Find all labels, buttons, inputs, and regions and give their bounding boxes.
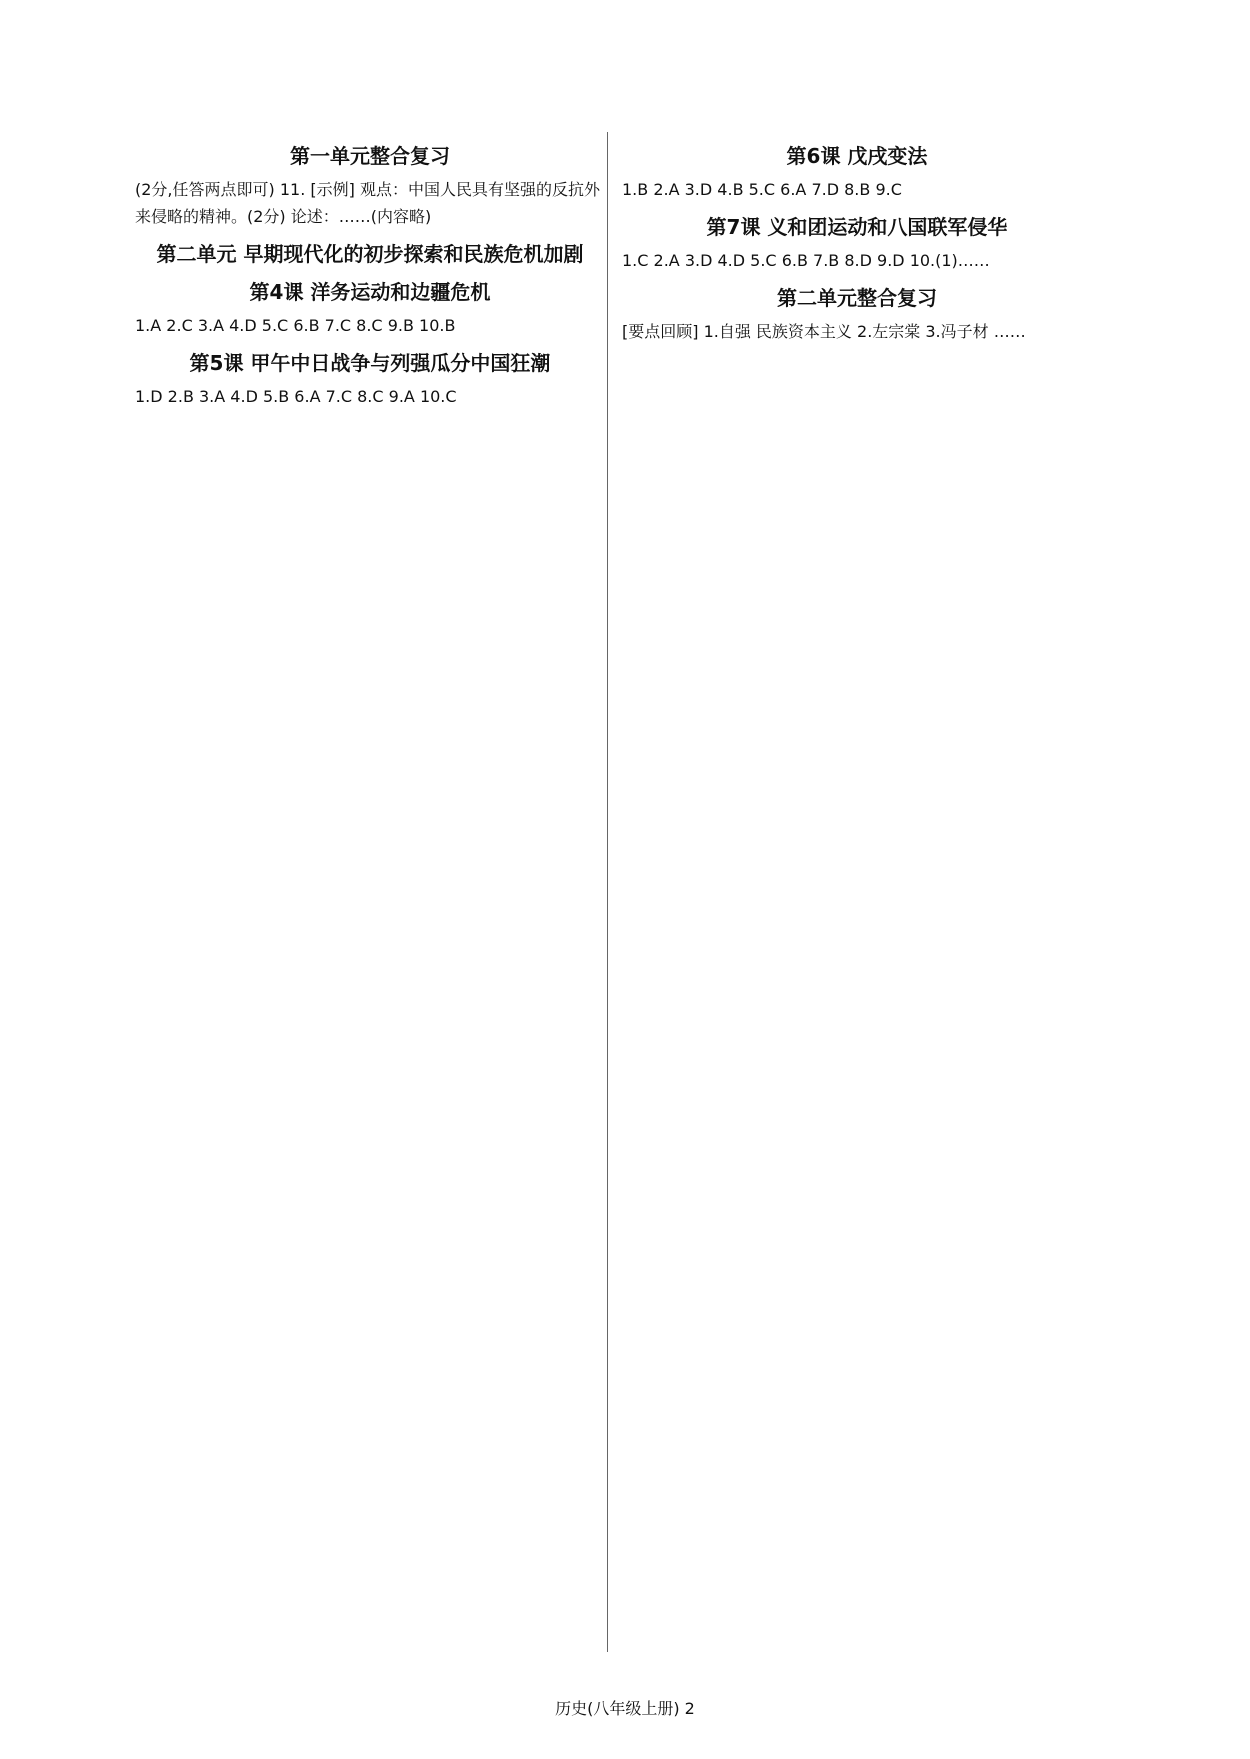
- left-text-2: 1.A 2.C 3.A 4.D 5.C 6.B 7.C 8.C 9.B 10.B: [135, 316, 456, 335]
- left-heading-4: 第5课 甲午中日战争与列强瓜分中国狂潮: [189, 351, 551, 375]
- right-heading-1: 第6课 戊戌变法: [786, 144, 928, 168]
- left-heading-3: 第4课 洋务运动和边疆危机: [249, 280, 491, 304]
- left-text-3: 1.D 2.B 3.A 4.D 5.B 6.A 7.C 8.C 9.A 10.C: [135, 387, 457, 406]
- left-text-1: (2分,任答两点即可) 11. [示例] 观点：中国人民具有坚强的反抗外来侵略的精神。(2分) 论述：……(内容略): [135, 180, 600, 226]
- left-heading-2: 第二单元 早期现代化的初步探索和民族危机加剧: [156, 242, 584, 266]
- left-heading-1: 第一单元整合复习: [290, 144, 450, 168]
- right-text-2: 1.C 2.A 3.D 4.D 5.C 6.B 7.B 8.D 9.D 10.(1)……: [622, 251, 990, 270]
- right-heading-3: 第二单元整合复习: [777, 286, 937, 310]
- column-divider: [607, 132, 608, 1652]
- left-column: [135, 132, 605, 416]
- right-text-1: 1.B 2.A 3.D 4.B 5.C 6.A 7.D 8.B 9.C: [622, 180, 902, 199]
- right-heading-2: 第7课 义和团运动和八国联军侵华: [706, 215, 1008, 239]
- right-text-3: [要点回顾] 1.自强 民族资本主义 2.左宗棠 3.冯子材 ……: [622, 322, 1026, 341]
- page-footer: 历史(八年级上册) 2: [555, 1699, 695, 1718]
- right-column: [622, 132, 1092, 351]
